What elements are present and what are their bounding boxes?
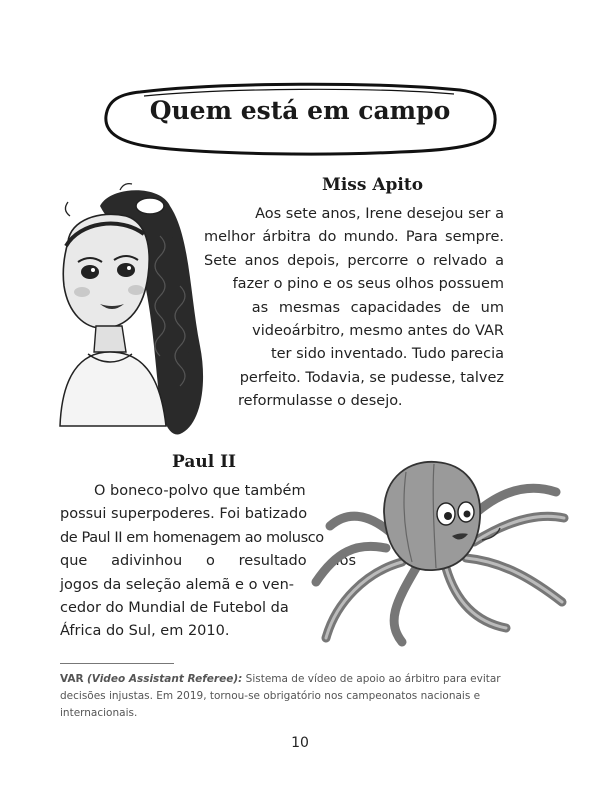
text-line: perfeito. Todavia, se pudesse, talvez	[239, 369, 504, 386]
miss-apito-text	[204, 203, 504, 414]
footnote-term-gloss: (Video Assistant Referee):	[86, 673, 243, 685]
text-line: O boneco-polvo que também	[94, 483, 306, 499]
text-line: África do Sul, em 2010.	[60, 623, 230, 640]
footnote-term: VAR	[60, 673, 84, 685]
footnote-line: internacionais.	[60, 707, 138, 719]
text-line: possui superpoderes. Foi batizado	[60, 506, 308, 523]
text-line: fazer o pino e os seus olhos possuem	[232, 276, 504, 293]
text-line: videoárbitro, mesmo antes do VAR	[252, 323, 504, 340]
text-line: jogos da seleção alemã e o ven-	[60, 576, 294, 593]
text-line: de Paul II em homenagem ao molusco	[60, 529, 324, 546]
footnote	[60, 671, 544, 722]
text-line: cedor do Mundial de Futebol da	[60, 600, 289, 617]
text-line: ter sido inventado. Tudo parecia	[270, 346, 504, 363]
text-line: reformulasse o desejo.	[238, 393, 403, 410]
miss-apito-heading: Miss Apito	[322, 175, 424, 195]
paul-ii-octopus-illustration	[306, 452, 574, 648]
text-line: que adivinhou o resultado dos	[60, 553, 356, 570]
footnote-text: Sistema de vídeo de apoio ao árbitro para evitar	[242, 673, 501, 685]
page-number: 10	[291, 735, 309, 751]
text-line: melhor árbitra do mundo. Para sempre.	[204, 229, 504, 246]
page-title: Quem está em campo	[149, 96, 451, 125]
text-line: Sete anos depois, percorre o relvado a	[204, 252, 504, 269]
text-line: as mesmas capacidades de um	[251, 299, 504, 316]
footnote-line	[60, 671, 544, 688]
text-line: Aos sete anos, Irene desejou ser a	[255, 206, 504, 222]
paul-ii-heading: Paul II	[172, 452, 236, 472]
miss-apito-illustration	[40, 176, 226, 440]
footnote-divider	[60, 663, 174, 664]
footnote-line: decisões injustas. Em 2019, tornou-se obrigatório nos campeonatos nacionais e	[60, 690, 481, 702]
